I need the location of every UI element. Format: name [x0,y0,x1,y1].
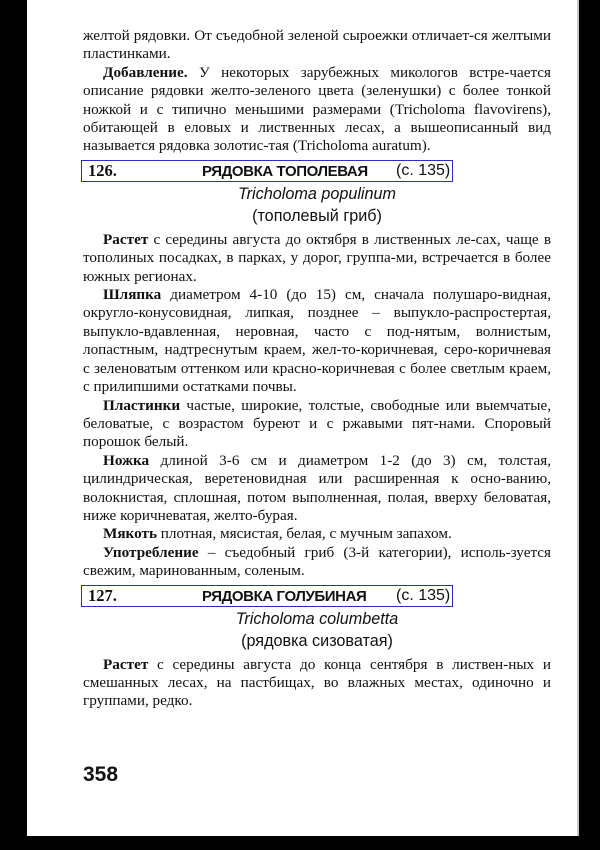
frame-bottom [0,836,600,850]
book-page [27,0,577,836]
paragraph-label: Растет [103,230,149,248]
common-name: (рядовка сизоватая) [241,631,393,650]
paragraph [83,544,551,581]
latin-name: Tricholoma populinum [237,184,397,203]
paragraph [83,286,551,396]
paragraph-text: с середины августа до конца сентября в листвен-ных и смешанных лесах, на пастбищах, во влажных местах, одиночно и группами, редко. [83,655,551,710]
paragraph-text: плотная, мясистая, белая, с мучным запахом. [157,525,452,543]
addition-text: У некоторых зарубежных микологов встре-чается описание рядовки желто-зеленого цвета (зеленушки) с более тонкой ножкой и с типично меньшими размерами (Tricholoma flavovirens), обитающей в еловых и лиственных лесах, а вышеописанный вид называется рядовка золотис-тая (Tricholoma auratum). [83,63,551,155]
section-title: РЯДОВКА ГОЛУБИНАЯ [202,587,367,605]
section-title: РЯДОВКА ТОПОЛЕВАЯ [202,162,368,180]
section-number: 127. [88,585,117,605]
page-content [83,27,551,711]
lead-paragraph: желтой рядовки. От съедобной зеленой сыроежки отличает-ся желтыми пластинками. [83,27,551,63]
paragraph-text: диаметром 4-10 (до 15) см, сначала полушаро-видная, округло-конусовидная, липкая, позднее – выпукло-распростертая, выпукло-вдавленная, неровная, часто с под-нятым, волнистым, лопастным, надтреснутым краем, жел-то-коричневая, серо-коричневая с зеленоватым оттенком или красно-коричневая с более светлым краем, с прилипшими остатками почвы. [83,286,551,396]
common-name: (тополевый гриб) [252,206,382,225]
paragraph-label: Пластинки [103,396,181,414]
addition-label: Добавление. [103,63,188,81]
frame-left [0,0,27,850]
section-ref: (с. 135) [396,161,451,179]
paragraph-label: Шляпка [103,286,162,304]
paragraph-text: длиной 3-6 см и диаметром 1-2 (до 3) см, толстая, цилиндрическая, веретеновидная или расширенная к осно-ванию, волокнистая, сплошная, потом выполненная, полая, вверху беловатая, ниже коричневатая, желто-бурая. [83,451,551,524]
section-number: 126. [88,160,117,180]
section-127-heading [81,585,453,607]
paragraph [83,452,551,526]
paragraph [83,525,551,543]
latin-name: Tricholoma columbetta [235,609,399,628]
page-number: 358 [83,763,119,786]
paragraph-label: Мякоть [103,525,157,543]
paragraph [83,397,551,452]
addition-paragraph [83,64,551,156]
paragraph-label: Растет [103,655,149,673]
paragraph-text: частые, широкие, толстые, свободные или выемчатые, беловатые, с возрастом буреют и с ржавыми пят-нами. Споровый порошок белый. [83,396,551,451]
paragraph-text: с середины августа до октября в лиственных ле-сах, чаще в тополиных посадках, в парках, у дорог, группа-ми, встречается в более южных регионах. [83,230,551,285]
paragraph [83,231,551,286]
paragraph-label: Ножка [103,451,150,469]
frame-right [579,0,600,850]
paragraph-text: – съедобный гриб (3-й категории), исполь-зуется свежим, маринованным, соленым. [83,543,551,580]
paragraph [83,656,551,711]
page-edge [577,0,579,836]
section-126-heading [81,160,453,182]
section-ref: (с. 135) [396,586,451,604]
paragraph-label: Употребление [103,543,199,561]
